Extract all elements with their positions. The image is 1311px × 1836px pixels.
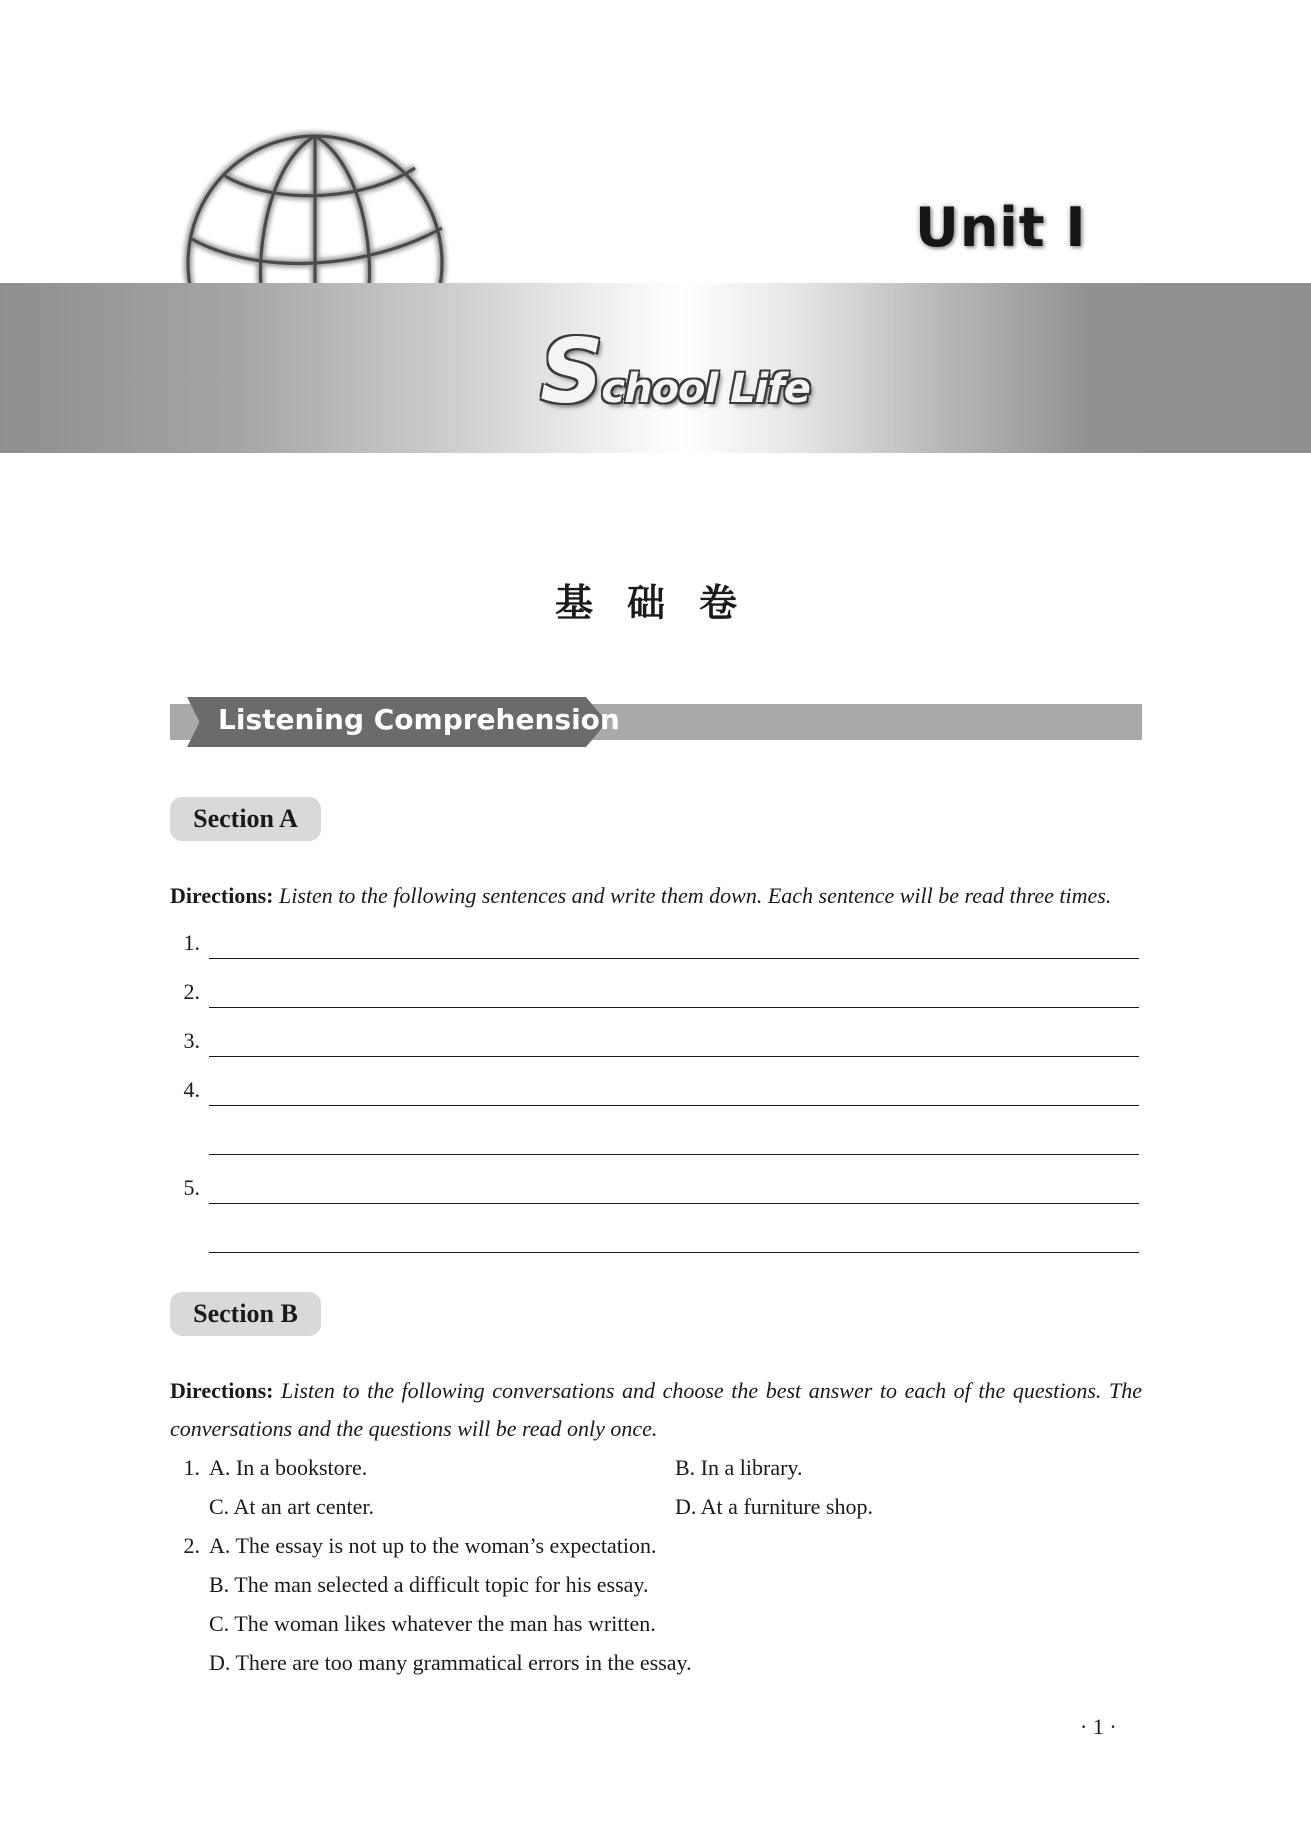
answer-option[interactable]: B. The man selected a difficult topic for his essay. <box>209 1572 649 1597</box>
section-a-directions <box>170 877 1142 915</box>
listening-comprehension-title: Listening Comprehension <box>218 703 620 736</box>
answer-option[interactable]: C. The woman likes whatever the man has written. <box>209 1611 656 1636</box>
question-number: 1. <box>183 1455 200 1480</box>
globe-icon <box>180 128 450 288</box>
section-b-label: Section B <box>170 1292 321 1336</box>
answer-line[interactable] <box>209 958 1139 959</box>
subtitle-rest: chool Life <box>601 366 810 412</box>
subtitle-initial: S <box>540 320 602 423</box>
answer-option[interactable]: A. The essay is not up to the woman’s expectation. <box>209 1533 657 1558</box>
answer-line[interactable] <box>209 1105 1139 1106</box>
item-number: 2. <box>183 979 200 1004</box>
answer-line[interactable] <box>209 1203 1139 1204</box>
answer-line[interactable] <box>209 1252 1139 1253</box>
answer-line[interactable] <box>209 1154 1139 1155</box>
item-number: 5. <box>183 1175 200 1200</box>
answer-option[interactable]: D. There are too many grammatical errors in the essay. <box>209 1650 692 1675</box>
item-number: 3. <box>183 1028 200 1053</box>
answer-option[interactable]: C. At an art center. <box>209 1494 374 1519</box>
answer-option[interactable]: D. At a furniture shop. <box>675 1494 873 1519</box>
item-number: 4. <box>183 1077 200 1102</box>
page-number: · 1 · <box>1080 1714 1117 1739</box>
item-number: 1. <box>183 930 200 955</box>
answer-option[interactable]: B. In a library. <box>675 1455 803 1480</box>
directions-label: Directions: <box>170 883 274 908</box>
paper-title: 基础卷 <box>555 583 772 625</box>
unit-subtitle <box>540 320 810 423</box>
unit-title: Unit I <box>915 196 1087 259</box>
answer-option[interactable]: A. In a bookstore. <box>209 1455 368 1480</box>
directions-label: Directions: <box>170 1378 274 1403</box>
question-number: 2. <box>183 1533 200 1558</box>
directions-text: Listen to the following sentences and write them down. Each sentence will be read three times. <box>278 883 1112 908</box>
directions-text: Listen to the following conversations and choose the best answer to each of the questions. The conversations and the questions will be read only once. <box>170 1378 1143 1441</box>
answer-line[interactable] <box>209 1007 1139 1008</box>
answer-line[interactable] <box>209 1056 1139 1057</box>
section-b-directions <box>170 1372 1142 1448</box>
section-a-label: Section A <box>170 797 321 841</box>
